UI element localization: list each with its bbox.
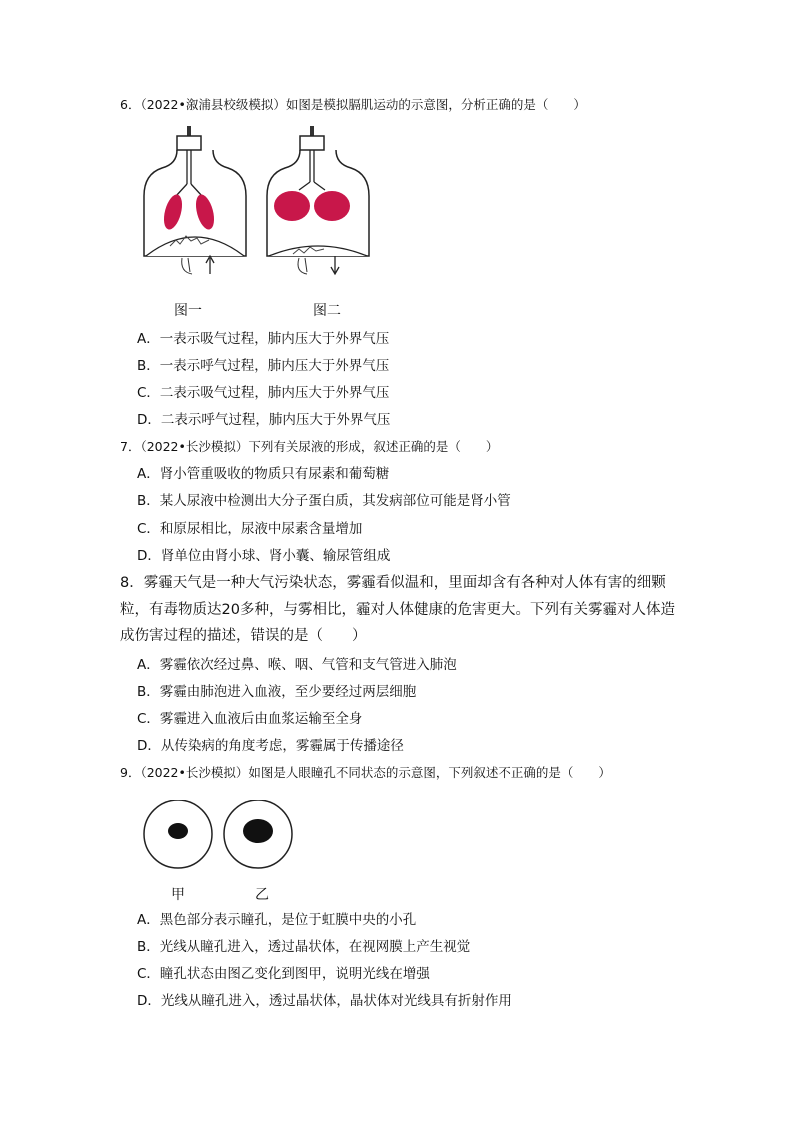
bell-jar-figure-1 [140,126,250,276]
q7-option-b: B．某人尿液中检测出大分子蛋白质，其发病部位可能是肾小管 [137,493,511,509]
figure-label-1: 图一 [174,303,202,319]
figure-label-yi: 乙 [255,887,269,903]
q9-option-d: D．光线从瞳孔进入，透过晶状体，晶状体对光线具有折射作用 [137,993,512,1009]
figure-label-2: 图二 [313,303,341,319]
question-6-stem: 6．（2022•溆浦县校级模拟）如图是模拟膈肌运动的示意图，分析正确的是（ ） [120,97,586,112]
bell-jar-figure-2 [263,126,373,276]
question-9-stem: 9．（2022•长沙模拟）如图是人眼瞳孔不同状态的示意图，下列叙述不正确的是（ ） [120,765,611,780]
q6-option-c: C．二表示吸气过程，肺内压大于外界气压 [137,385,390,401]
q6-option-d: D．二表示呼气过程，肺内压大于外界气压 [137,412,391,428]
q6-option-b: B．一表示呼气过程，肺内压大于外界气压 [137,358,390,374]
q8-option-b: B．雾霾由肺泡进入血液，至少要经过两层细胞 [137,684,417,700]
figure-label-jia: 甲 [171,887,185,903]
q6-option-a: A．一表示吸气过程，肺内压大于外界气压 [137,331,390,347]
question-8-stem: 8．雾霾天气是一种大气污染状态，雾霾看似温和，里面却含有各种对人体有害的细颗粒，有毒物质达20多种，与雾相比，霾对人体健康的危害更大。下列有关雾霾对人体造成伤害过程的描述，错误的是（ ） [120,575,675,644]
q7-option-a: A．肾小管重吸收的物质只有尿素和葡萄糖 [137,466,390,482]
q8-option-a: A．雾霾依次经过鼻、喉、咽、气管和支气管进入肺泡 [137,657,457,673]
q7-option-c: C．和原尿相比，尿液中尿素含量增加 [137,521,363,537]
q7-option-d: D．肾单位由肾小球、肾小囊、输尿管组成 [137,548,391,564]
q9-option-b: B．光线从瞳孔进入，透过晶状体，在视网膜上产生视觉 [137,939,471,955]
q9-option-c: C．瞳孔状态由图乙变化到图甲，说明光线在增强 [137,966,430,982]
question-7-stem: 7．（2022•长沙模拟）下列有关尿液的形成，叙述正确的是（ ） [120,439,499,454]
q9-option-a: A．黑色部分表示瞳孔，是位于虹膜中央的小孔 [137,912,417,928]
q8-option-d: D．从传染病的角度考虑，雾霾属于传播途径 [137,738,404,754]
pupil-figure [140,800,300,880]
q8-option-c: C．雾霾进入血液后由血浆运输至全身 [137,711,363,727]
